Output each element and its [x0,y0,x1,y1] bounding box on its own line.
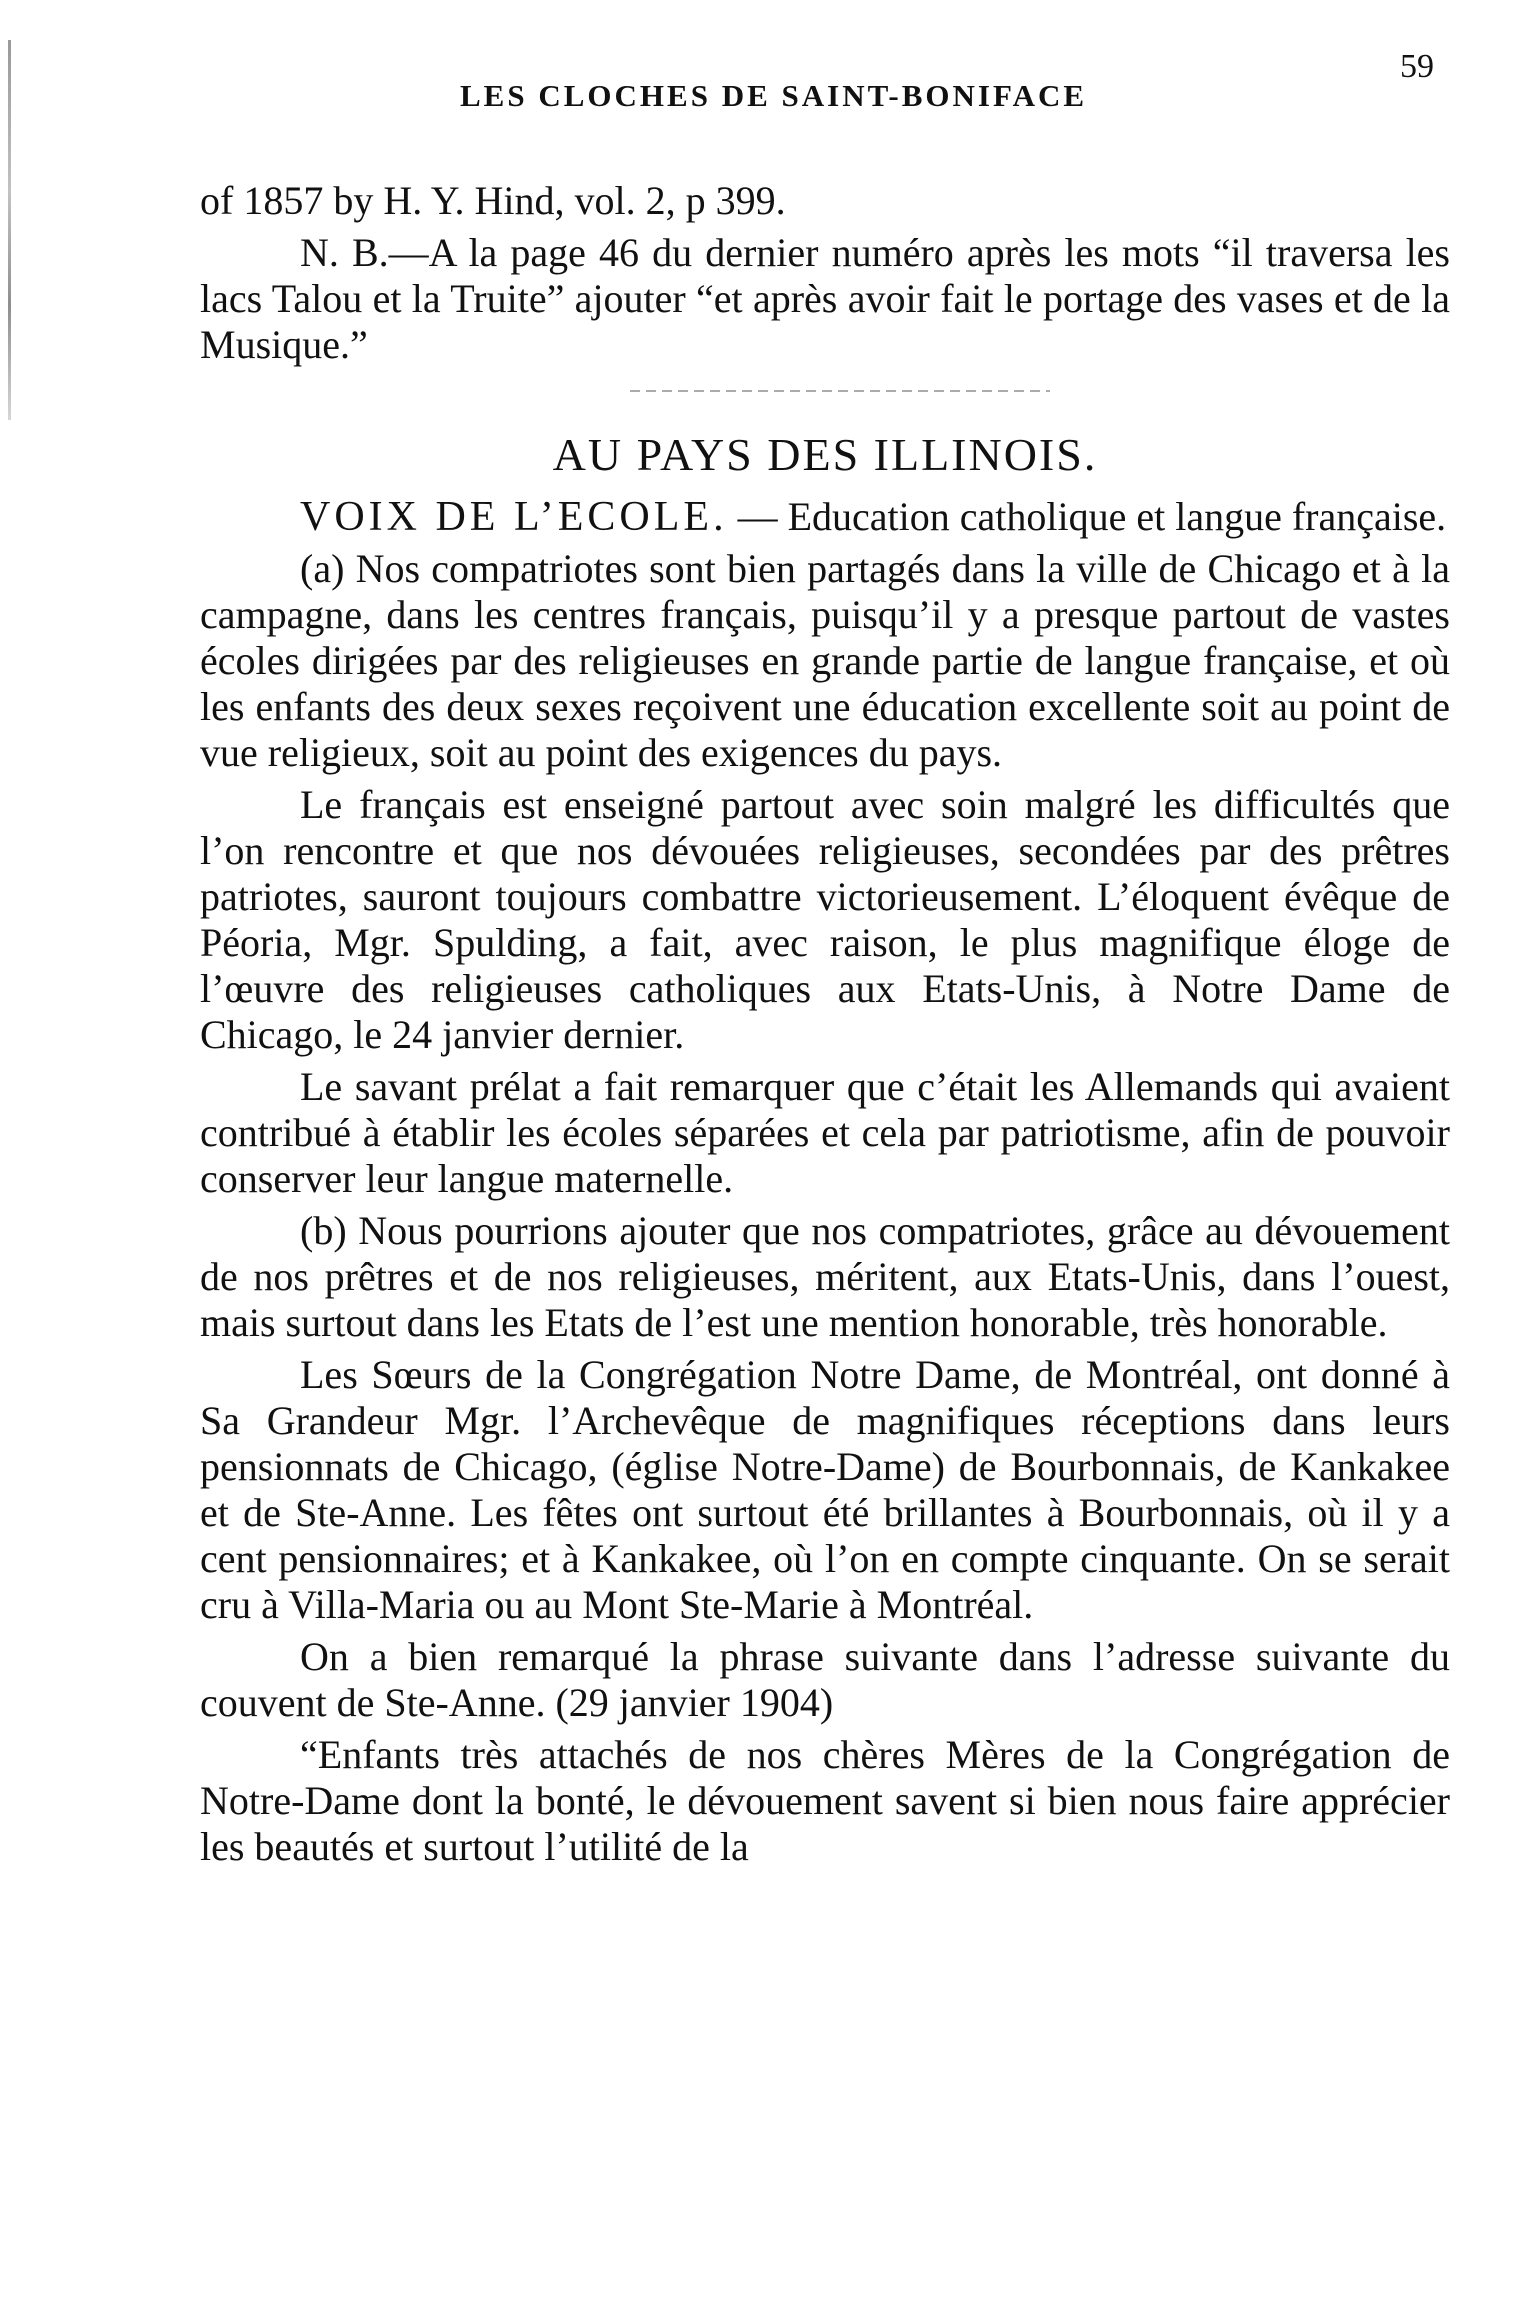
paragraph: Le savant prélat a fait remarquer que c’était les Allemands qui avaient contribué à établir les écoles séparées et cela par patriotisme, afin de pouvoir conserver leur langue maternelle. [200,1064,1450,1201]
paragraph: Le français est enseigné partout avec soin malgré les difficultés que l’on rencontre et que nos dévouées religieuses, secondées par des prêtres patriotes, sauront toujours combattre victorieusement. L’éloquent évêque de Péoria, Mgr. Spulding, a fait, avec raison, le plus magnifique éloge de l’œuvre des religieuses catholiques aux Etats-Unis, à Notre Dame de Chicago, le 24 janvier dernier. [200,782,1450,1057]
paragraph: Les Sœurs de la Congrégation Notre Dame, de Montréal, ont donné à Sa Grandeur Mgr. l’Archevêque de magnifiques réceptions dans leurs pensionnats de Chicago, (église Notre-Dame) de Bourbonnais, de Kankakee et de Ste-Anne. Les fêtes ont surtout été brillantes à Bourbonnais, où il y a cent pensionnaires; et à Kankakee, où l’on en compte cinquante. On se serait cru à Villa-Maria ou au Mont Ste-Marie à Montréal. [200,1352,1450,1627]
subtitle-caps: VOIX DE L’ECOLE. [300,494,728,540]
paragraph: (b) Nous pourrions ajouter que nos compatriotes, grâce au dévouement de nos prêtres et de nos religieuses, méritent, aux Etats-Unis, dans l’ouest, mais surtout dans les Etats de l’est une mention honorable, très honorable. [200,1208,1450,1345]
binding-edge-mark [8,40,11,420]
section-subtitle [200,494,1450,540]
page-number: 59 [1400,48,1434,85]
subtitle-rest: — Education catholique et langue française. [727,494,1447,539]
paragraph: “Enfants très attachés de nos chères Mères de la Congrégation de Notre-Dame dont la bonté, le dévouement savent si bien nous faire apprécier les beautés et surtout l’utilité de la [200,1732,1450,1869]
running-header: LES CLOCHES DE SAINT-BONIFACE [460,78,1088,113]
section-title: AU PAYS DES ILLINOIS. [552,429,1098,480]
body-text [200,178,1450,1876]
paragraph: (a) Nos compatriotes sont bien partagés dans la ville de Chicago et à la campagne, dans les centres français, puisqu’il y a presque partout de vastes écoles dirigées par des religieuses en grande partie de langue française, et où les enfants des deux sexes reçoivent une éducation excellente soit au point de vue religieux, soit au point des exigences du pays. [200,546,1450,775]
paragraph: On a bien remarqué la phrase suivante dans l’adresse suivante du couvent de Ste-Anne. (29 janvier 1904) [200,1634,1450,1725]
section-separator [630,390,1050,392]
citation-line: of 1857 by H. Y. Hind, vol. 2, p 399. [200,178,786,223]
nota-bene: N. B.—A la page 46 du dernier numéro après les mots “il traversa les lacs Talou et la Truite” ajouter “et après avoir fait le portage des vases et de la Musique.” [200,230,1450,367]
